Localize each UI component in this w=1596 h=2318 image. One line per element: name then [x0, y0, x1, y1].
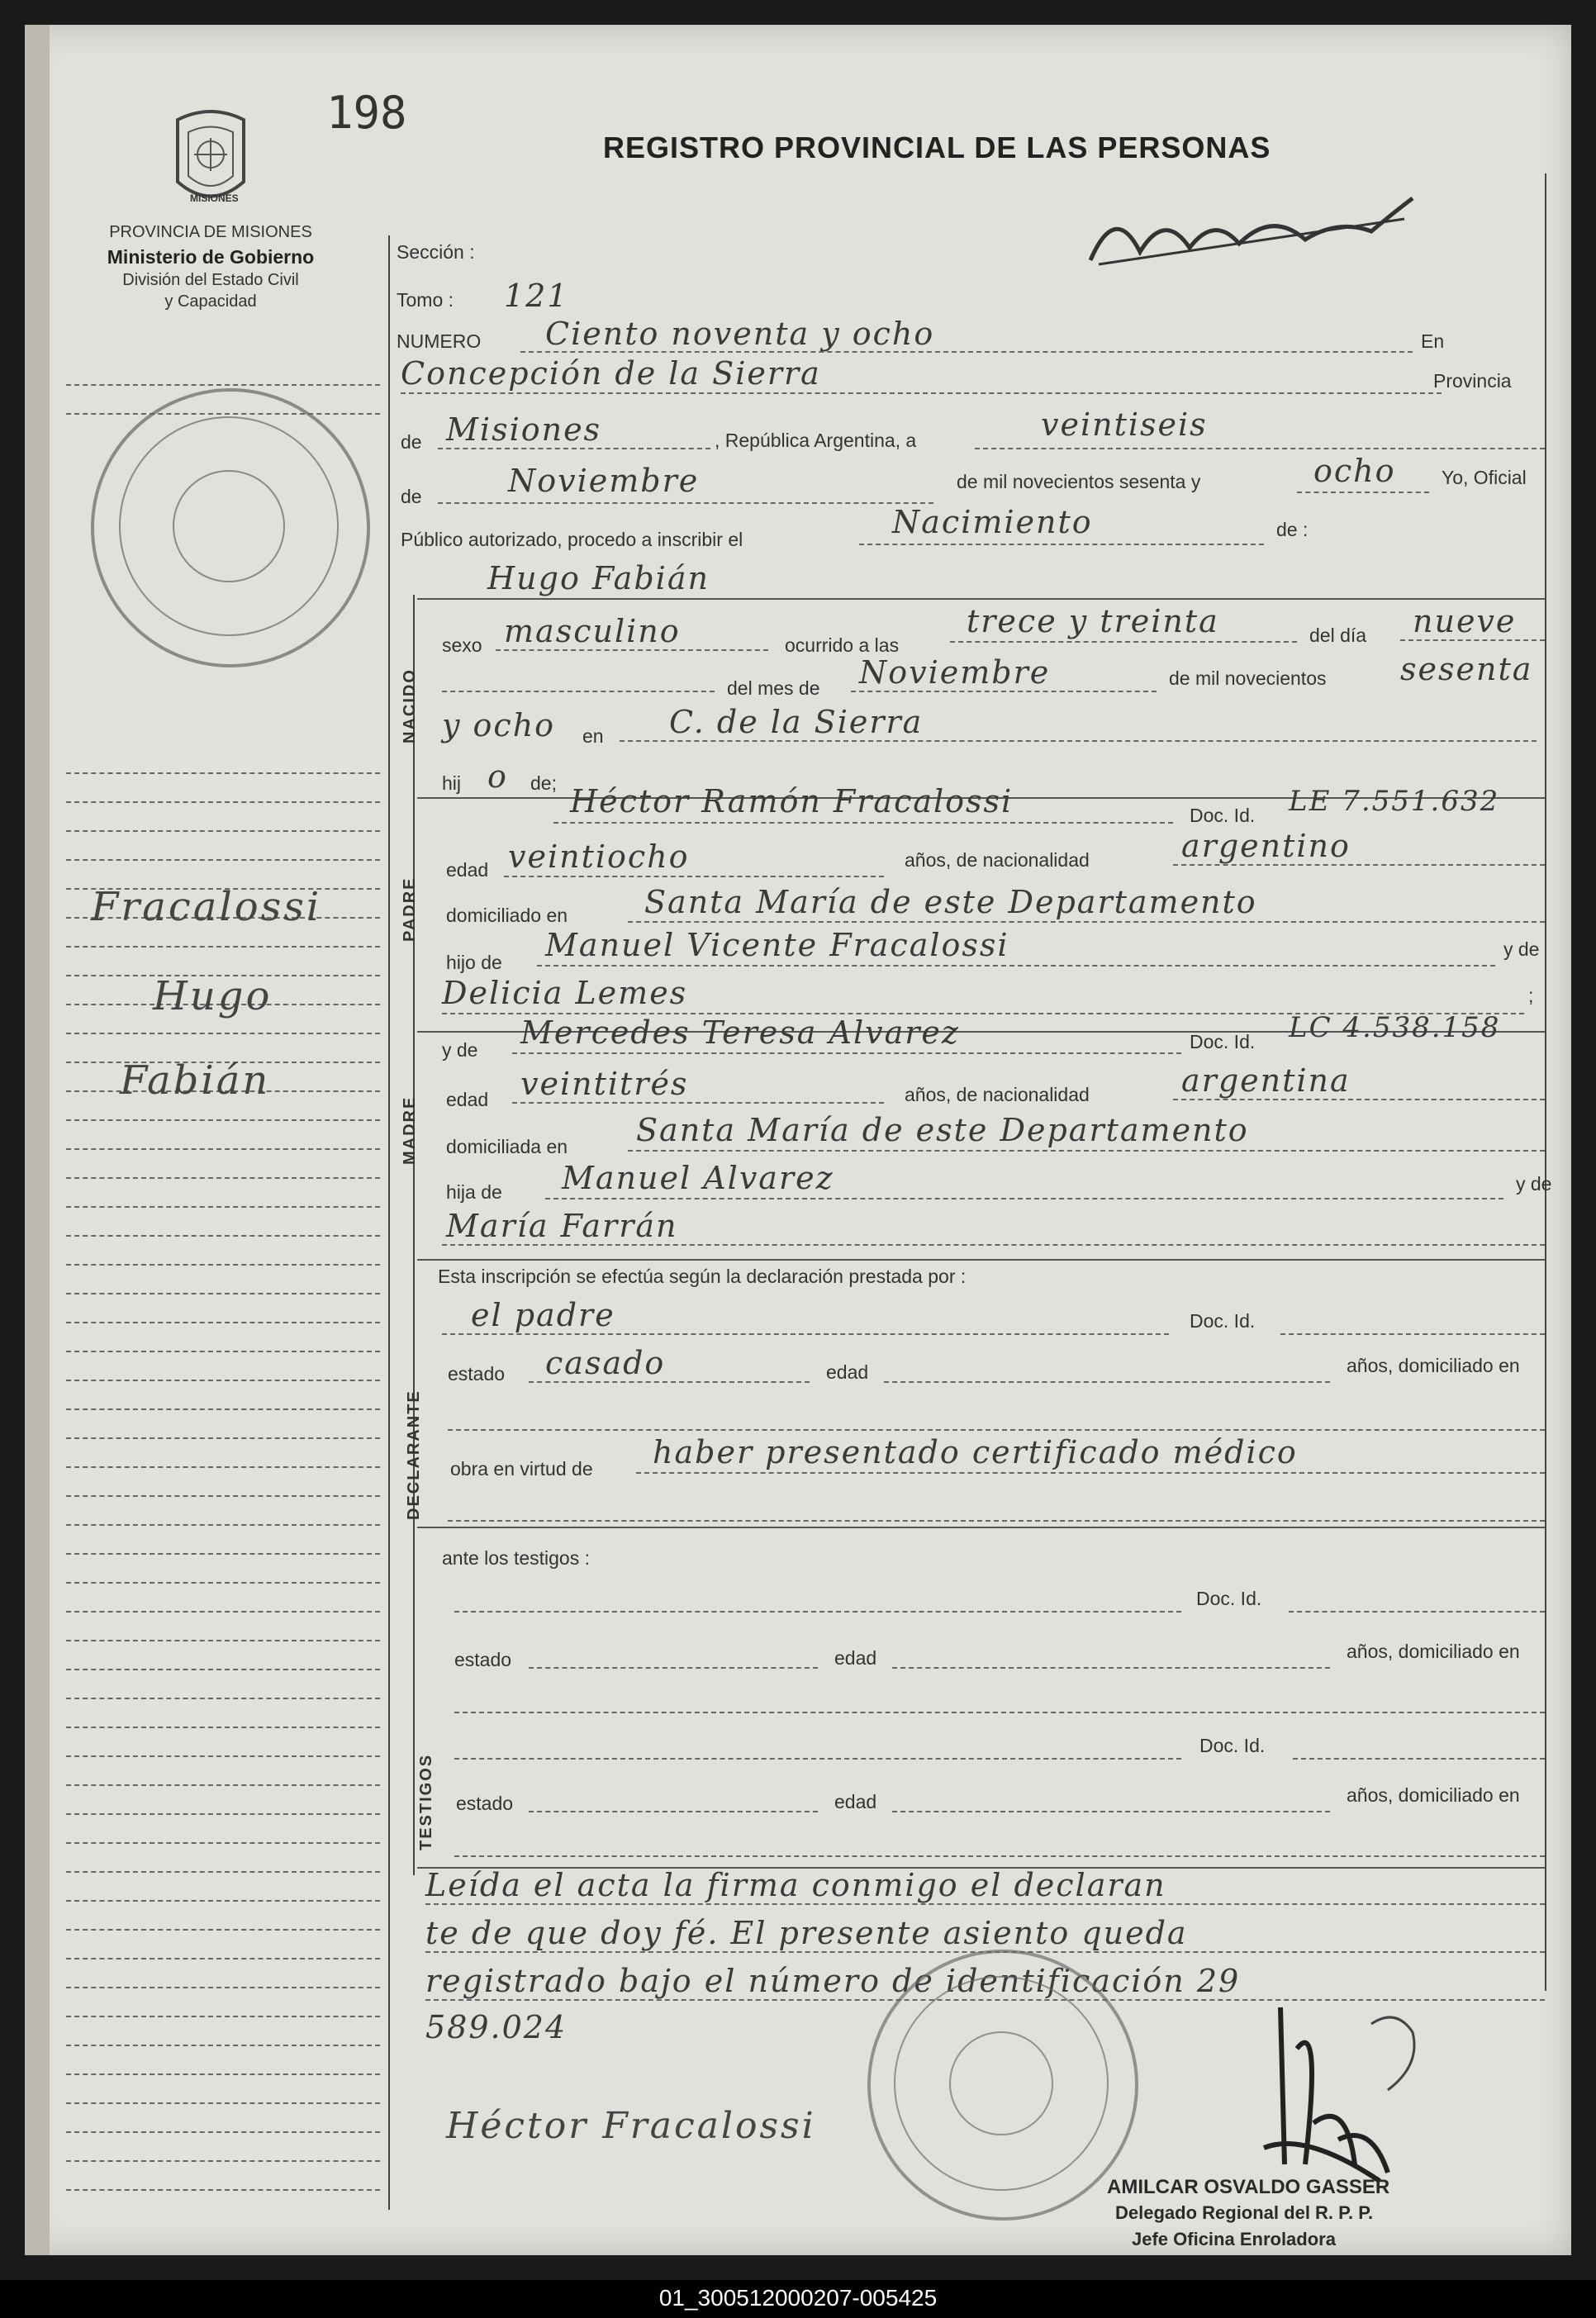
- value-anio: ocho: [1313, 453, 1396, 489]
- header-ministry: Ministerio de Gobierno: [107, 246, 315, 268]
- label-decl-edad: edad: [826, 1361, 869, 1383]
- value-padre-nac: argentino: [1181, 828, 1351, 864]
- emblem-text: MISIONES: [190, 192, 239, 204]
- label-de-provincia: de: [401, 431, 422, 453]
- value-madre-edad: veintitrés: [520, 1066, 689, 1102]
- label-en-lugar: en: [582, 725, 604, 747]
- label-decl-estado: estado: [448, 1363, 506, 1385]
- label-del-mes: del mes de: [727, 677, 820, 699]
- header-province: PROVINCIA DE MISIONES: [109, 223, 312, 241]
- header-capacity: y Capacidad: [164, 292, 257, 311]
- official-title-1: Delegado Regional del R. P. P.: [1115, 2202, 1374, 2223]
- label-t1-edad: edad: [834, 1647, 877, 1669]
- margin-second-name: Fabián: [120, 1057, 271, 1104]
- value-abuelo-m: Manuel Alvarez: [562, 1160, 834, 1196]
- section-divider-line: [413, 595, 415, 1875]
- value-abuelo-p: Manuel Vicente Fracalossi: [545, 927, 1009, 963]
- frame-right-line: [1545, 173, 1546, 1991]
- label-padre-dom: domiciliado en: [446, 905, 568, 926]
- label-y-de-madre-2: y de: [1516, 1173, 1552, 1195]
- value-abuela-p: Delicia Lemes: [442, 975, 688, 1011]
- label-madre-doc: Doc. Id.: [1190, 1031, 1256, 1052]
- label-madre-dom: domiciliada en: [446, 1136, 568, 1157]
- label-publico: Público autorizado, procedo a inscribir el: [401, 529, 743, 550]
- value-hij: o: [487, 758, 508, 795]
- label-hij: hij: [442, 772, 462, 794]
- binding-edge: [25, 25, 50, 2255]
- section-testigos-label: TESTIGOS: [417, 1753, 435, 1850]
- official-signature: [1181, 1999, 1446, 2197]
- value-numero: Ciento noventa y ocho: [545, 316, 935, 352]
- label-seccion: Sección :: [397, 241, 475, 263]
- value-anio-nac-2: y ocho: [442, 707, 556, 743]
- value-hora: trece y treinta: [967, 603, 1219, 639]
- value-dia-registro: veintiseis: [1041, 406, 1208, 443]
- value-padre-dom: Santa María de este Departamento: [644, 884, 1257, 920]
- official-name: AMILCAR OSVALDO GASSER: [1107, 2176, 1390, 2198]
- value-madre-doc: LC 4.538.158: [1289, 1011, 1501, 1044]
- value-padre-edad: veintiocho: [508, 838, 690, 875]
- value-tomo: 121: [504, 278, 569, 314]
- label-numero: NUMERO: [397, 330, 482, 352]
- official-stamp-left: [91, 388, 370, 667]
- official-title-2: Jefe Oficina Enroladora: [1132, 2229, 1336, 2249]
- value-acto: Nacimiento: [892, 504, 1093, 540]
- value-mes: Noviembre: [859, 654, 1051, 691]
- label-y-de-madre: y de: [442, 1039, 478, 1061]
- label-t1-doc: Doc. Id.: [1196, 1588, 1262, 1609]
- label-yo-oficial: Yo, Oficial: [1442, 467, 1527, 488]
- label-testigos: ante los testigos :: [442, 1547, 590, 1569]
- label-padre-nac: años, de nacionalidad: [905, 849, 1090, 871]
- label-mil-novecientos: de mil novecientos: [1169, 667, 1327, 689]
- value-obra: haber presentado certificado médico: [653, 1434, 1298, 1470]
- label-t1-estado: estado: [454, 1649, 512, 1670]
- value-declarante: el padre: [471, 1297, 615, 1333]
- label-decl-doc: Doc. Id.: [1190, 1310, 1256, 1332]
- closing-line-4: 589.024: [425, 2009, 568, 2045]
- value-lugar: Concepción de la Sierra: [401, 355, 821, 392]
- value-madre: Mercedes Teresa Alvarez: [520, 1014, 960, 1051]
- label-tomo: Tomo :: [397, 289, 454, 311]
- value-dia: nueve: [1413, 603, 1517, 639]
- label-en: En: [1421, 330, 1445, 352]
- label-padre-edad: edad: [446, 859, 489, 881]
- label-sexo: sexo: [442, 634, 482, 656]
- value-mes-registro: Noviembre: [508, 463, 700, 499]
- label-t2-anos-dom: años, domiciliado en: [1347, 1784, 1520, 1806]
- label-t2-doc: Doc. Id.: [1199, 1735, 1266, 1756]
- label-de-acto: de :: [1276, 519, 1309, 540]
- label-t2-estado: estado: [456, 1793, 514, 1814]
- label-declaracion: Esta inscripción se efectúa según la declaración prestada por :: [438, 1266, 967, 1287]
- frame-left-line: [388, 235, 390, 2210]
- value-madre-nac: argentina: [1181, 1062, 1351, 1099]
- section-declarante-label: DECLARANTE: [405, 1389, 423, 1520]
- label-republica: , República Argentina, a: [715, 430, 917, 451]
- label-de-mes: de: [401, 486, 422, 507]
- label-mil-sesenta: de mil novecientos sesenta y: [957, 471, 1201, 492]
- label-de-hij: de;: [530, 772, 557, 794]
- closing-line-2: te de que doy fé. El presente asiento queda: [425, 1915, 1188, 1951]
- label-t1-anos-dom: años, domiciliado en: [1347, 1641, 1520, 1662]
- section-madre-label: MADRE: [401, 1095, 419, 1165]
- value-lugar-nac: C. de la Sierra: [669, 704, 924, 740]
- value-abuela-m: María Farrán: [446, 1208, 678, 1244]
- label-del-dia: del día: [1309, 625, 1367, 646]
- value-padre: Héctor Ramón Fracalossi: [570, 783, 1014, 819]
- label-semicolon: ;: [1528, 985, 1534, 1006]
- declarant-signature: Héctor Fracalossi: [446, 2105, 816, 2147]
- footer-id: 01_300512000207-005425: [658, 2285, 938, 2311]
- value-sexo: masculino: [504, 613, 681, 649]
- value-madre-dom: Santa María de este Departamento: [636, 1112, 1249, 1148]
- section-nacido-label: NACIDO: [401, 668, 419, 743]
- label-hijo-de: hijo de: [446, 952, 502, 973]
- value-nombre: Hugo Fabián: [487, 560, 710, 596]
- label-padre-doc: Doc. Id.: [1190, 805, 1256, 826]
- margin-surname: Fracalossi: [91, 884, 322, 930]
- closing-line-3: registrado bajo el número de identificación 29: [425, 1963, 1241, 1999]
- label-hija-de: hija de: [446, 1181, 502, 1203]
- label-madre-nac: años, de nacionalidad: [905, 1084, 1090, 1105]
- header-division: División del Estado Civil: [122, 271, 299, 289]
- province-emblem: [165, 103, 256, 219]
- page-number: 198: [326, 87, 407, 139]
- certificate-page: [25, 25, 1571, 2255]
- label-madre-edad: edad: [446, 1089, 489, 1110]
- value-decl-estado: casado: [545, 1345, 666, 1381]
- label-decl-anos-dom: años, domiciliado en: [1347, 1355, 1520, 1376]
- margin-first-name: Hugo: [153, 973, 273, 1019]
- value-provincia: Misiones: [446, 411, 602, 448]
- section-padre-label: PADRE: [401, 876, 419, 942]
- label-y-de: y de: [1503, 938, 1540, 960]
- official-stamp-bottom: [867, 1950, 1138, 2221]
- closing-line-1: Leída el acta la firma conmigo el declaran: [425, 1867, 1166, 1903]
- value-padre-doc: LE 7.551.632: [1289, 785, 1500, 818]
- label-provincia: Provincia: [1433, 370, 1512, 392]
- page-title: REGISTRO PROVINCIAL DE LAS PERSONAS: [603, 131, 1271, 164]
- label-t2-edad: edad: [834, 1791, 877, 1812]
- value-anio-nac-1: sesenta: [1400, 651, 1533, 687]
- registrar-signature: [1082, 186, 1429, 277]
- label-ocurrido: ocurrido a las: [785, 634, 900, 656]
- label-obra: obra en virtud de: [450, 1458, 593, 1480]
